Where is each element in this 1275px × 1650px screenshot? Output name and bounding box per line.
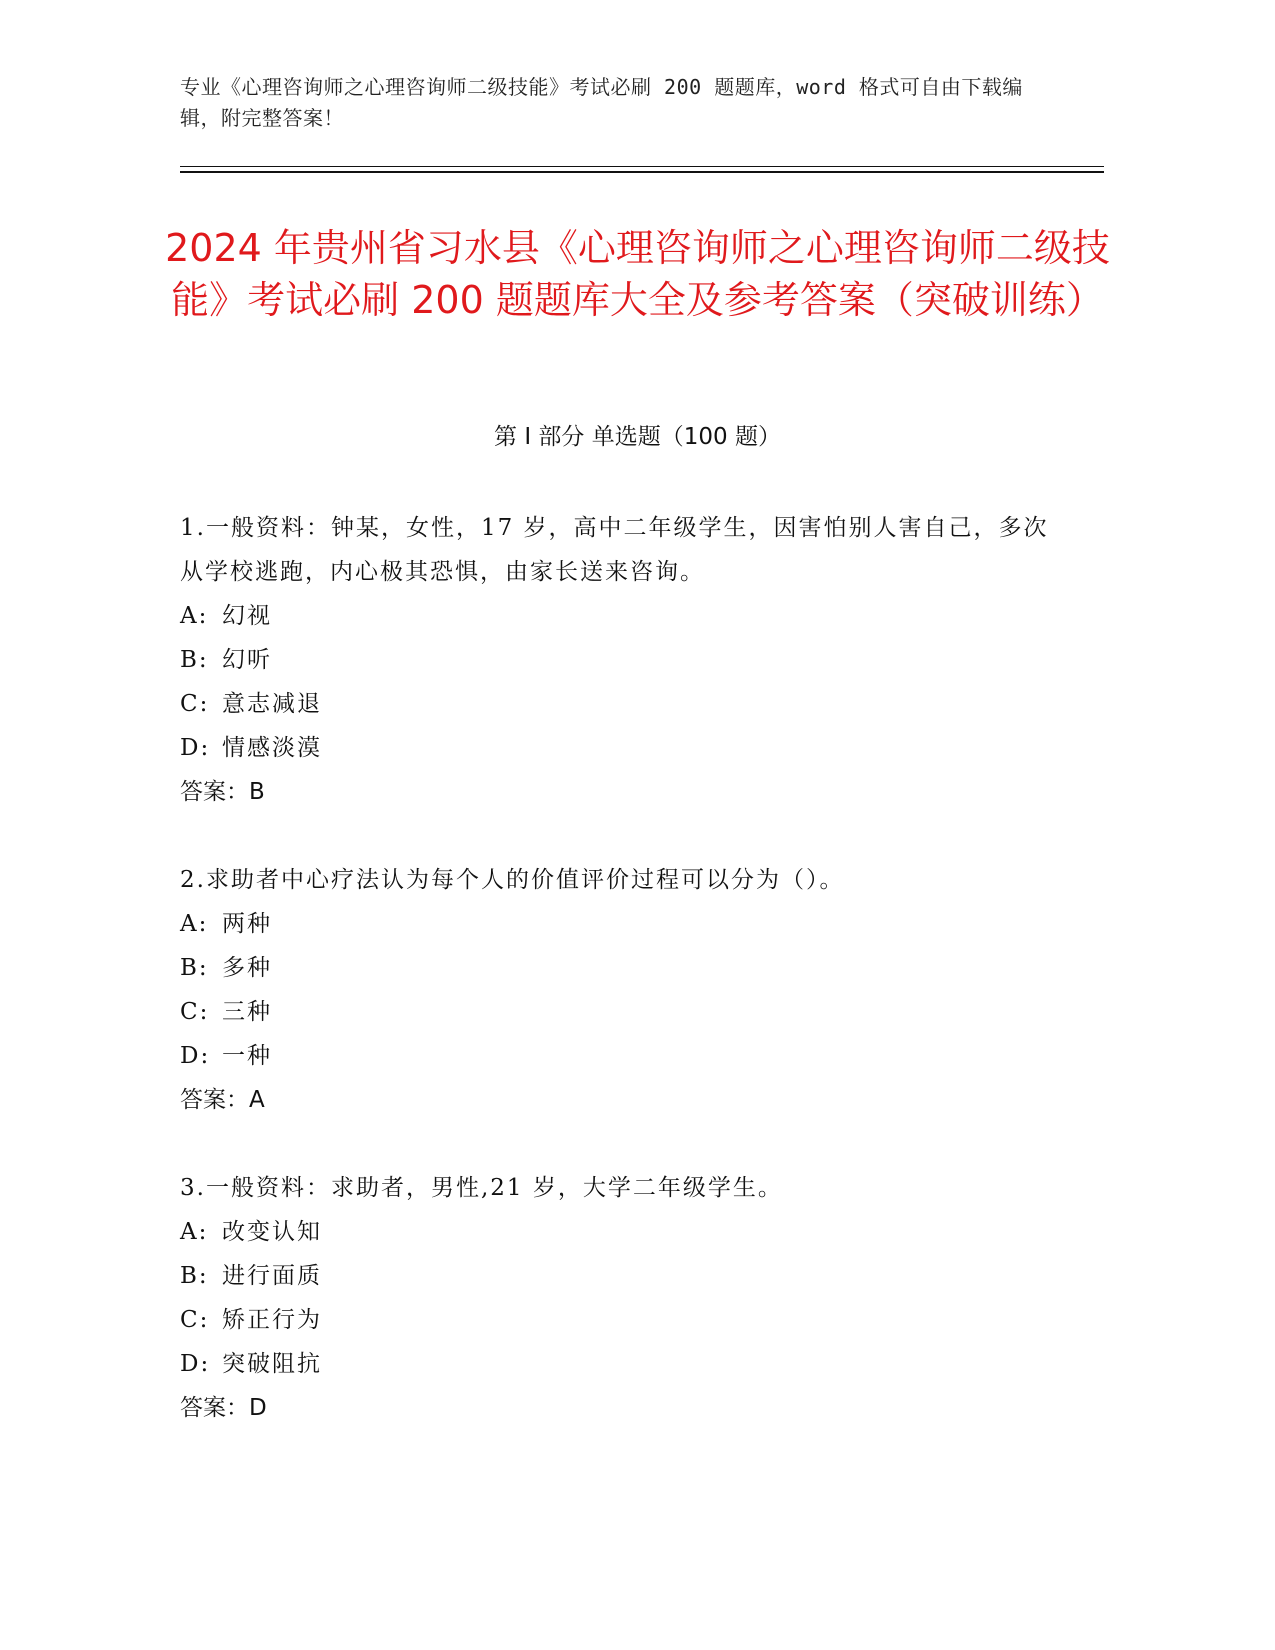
section-heading: 第 I 部分 单选题（100 题） [494, 424, 781, 450]
question-item [180, 506, 1060, 814]
option-text: 两种 [222, 911, 272, 937]
option-b [180, 946, 1060, 990]
question-stem: 2.求助者中心疗法认为每个人的价值评价过程可以分为（）。 [180, 867, 845, 893]
header-note: 专业《心理咨询师之心理咨询师二级技能》考试必刷 200 题题库，word 格式可自由下载编辑，附完整答案！ [180, 75, 1023, 130]
option-text: 矫正行为 [222, 1307, 322, 1333]
option-a [180, 1210, 1060, 1254]
option-b [180, 638, 1060, 682]
option-letter: D: [180, 735, 211, 761]
option-text: 进行面质 [222, 1263, 322, 1289]
option-letter: D: [180, 1043, 211, 1069]
option-a [180, 902, 1060, 946]
option-a [180, 594, 1060, 638]
option-text: 幻视 [222, 603, 272, 629]
option-letter: B: [180, 1263, 209, 1289]
option-d [180, 1034, 1060, 1078]
option-text: 一种 [222, 1043, 272, 1069]
answer-line: 答案：A [180, 1087, 265, 1113]
question-item [180, 1166, 1060, 1430]
option-letter: C: [180, 691, 210, 717]
header-divider-thick [180, 171, 1104, 173]
option-b [180, 1254, 1060, 1298]
question-stem: 3.一般资料：求助者，男性,21 岁，大学二年级学生。 [180, 1175, 783, 1201]
option-c [180, 990, 1060, 1034]
option-letter: A: [180, 1219, 209, 1245]
option-text: 意志减退 [222, 691, 322, 717]
option-text: 突破阻抗 [222, 1351, 322, 1377]
answer-line: 答案：D [180, 1395, 267, 1421]
question-list [180, 506, 1060, 1474]
option-c [180, 682, 1060, 726]
option-text: 情感淡漠 [222, 735, 322, 761]
option-text: 多种 [222, 955, 272, 981]
question-item [180, 858, 1060, 1122]
option-letter: C: [180, 999, 210, 1025]
document-title: 2024 年贵州省习水县《心理咨询师之心理咨询师二级技能》考试必刷 200 题题库大全及参考答案（突破训练） [165, 226, 1110, 322]
header-divider-thin [180, 166, 1104, 167]
option-letter: C: [180, 1307, 210, 1333]
option-c [180, 1298, 1060, 1342]
option-letter: A: [180, 603, 209, 629]
option-letter: A: [180, 911, 209, 937]
question-stem: 1.一般资料：钟某，女性，17 岁，高中二年级学生，因害怕别人害自己，多次从学校逃跑，内心极其恐惧，由家长送来咨询。 [180, 515, 1049, 585]
option-d [180, 1342, 1060, 1386]
option-letter: D: [180, 1351, 211, 1377]
answer-line: 答案：B [180, 779, 265, 805]
option-text: 三种 [222, 999, 272, 1025]
option-letter: B: [180, 955, 209, 981]
option-letter: B: [180, 647, 209, 673]
option-d [180, 726, 1060, 770]
option-text: 改变认知 [222, 1219, 322, 1245]
option-text: 幻听 [222, 647, 272, 673]
